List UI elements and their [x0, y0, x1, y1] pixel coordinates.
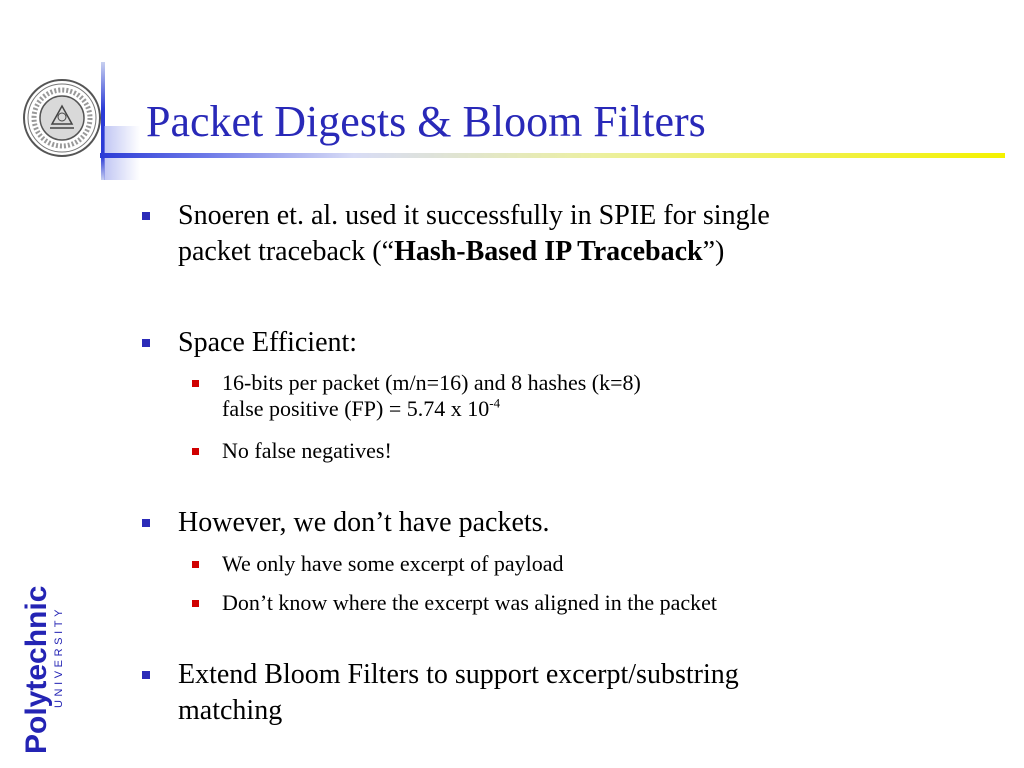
bullet-space-efficient: [178, 325, 978, 361]
subbullet-text: We only have some excerpt of payload: [222, 551, 564, 576]
bullet-text-line: matching: [178, 695, 283, 726]
logo-name: Polytechnic: [20, 585, 53, 754]
bullet-no-packets: [178, 505, 978, 541]
bullet-text-line: Extend Bloom Filters to support excerpt/substring: [178, 659, 739, 690]
bullet-text: Space Efficient:: [178, 327, 358, 358]
subbullet-excerpt-alignment: [222, 590, 982, 616]
subbullet-marker: [192, 600, 199, 607]
subbullet-text: No false negatives!: [222, 438, 392, 463]
subbullet-no-false-negatives: [222, 438, 982, 464]
logo-subtitle: UNIVERSITY: [53, 605, 65, 708]
slide-title: Packet Digests & Bloom Filters: [146, 97, 706, 146]
subbullet-marker: [192, 448, 199, 455]
bullet-marker: [142, 212, 150, 220]
subbullet-text-line: 16-bits per packet (m/n=16) and 8 hashes (k=8): [222, 370, 641, 395]
bullet-text-line: Snoeren et. al. used it successfully in SPIE for single: [178, 200, 770, 231]
subbullet-excerpt-payload: [222, 551, 982, 577]
bullet-text-run: packet traceback (“: [178, 236, 395, 267]
subbullet-bits-per-packet: [222, 370, 982, 422]
subbullet-marker: [192, 380, 199, 387]
subbullet-text-line: [222, 396, 982, 422]
bullet-extend-bloom: [178, 657, 978, 729]
subbullet-text-run: false positive (FP) = 5.74 x 10: [222, 396, 490, 421]
bullet-marker: [142, 671, 150, 679]
subbullet-marker: [192, 561, 199, 568]
paper-title: Hash-Based IP Traceback: [394, 236, 703, 267]
subbullet-text: Don’t know where the excerpt was aligned in the packet: [222, 590, 718, 615]
bullet-text-line: [178, 234, 978, 270]
exponent: -4: [489, 395, 501, 411]
bullet-marker: [142, 339, 150, 347]
bullet-marker: [142, 519, 150, 527]
bullet-text-run: ”): [702, 236, 725, 267]
bullet-text: However, we don’t have packets.: [178, 507, 550, 538]
bullet-spie: [178, 198, 978, 270]
